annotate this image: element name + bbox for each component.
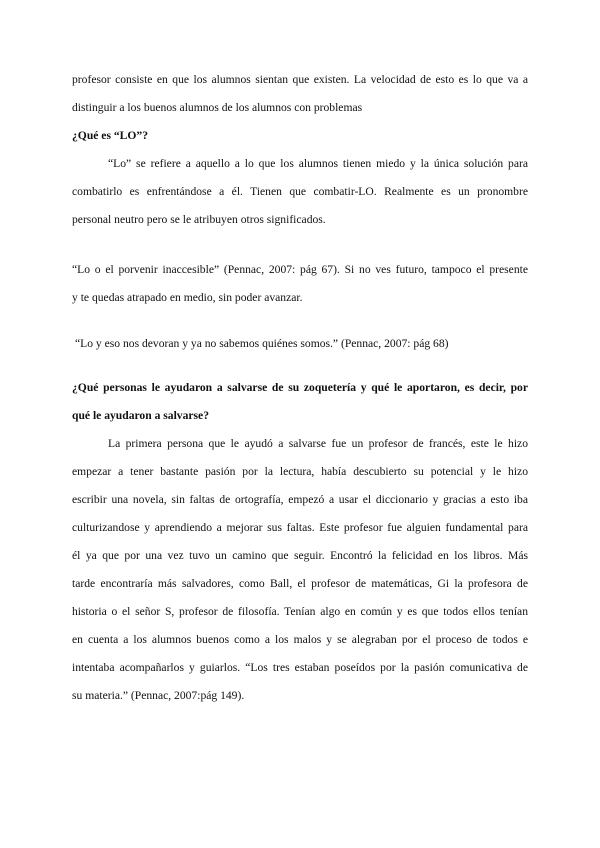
text-line: La primera persona que le ayudó a salvarse fue un profesor de francés, este le hizo: [108, 437, 528, 450]
text-line: culturizandose y aprendiendo a mejorar sus faltas. Este profesor fue alguien fundamental para: [72, 521, 528, 534]
text-line: escribir una novela, sin faltas de ortografía, empezó a usar el diccionario y gracias a esto iba: [72, 493, 528, 506]
quote-paragraph-1: [72, 256, 528, 312]
text-line: profesor consiste en que los alumnos sientan que existen. La velocidad de esto es lo que va a: [72, 73, 528, 86]
text-line: “Lo o el porvenir inaccesible” (Pennac, 2007: pág 67). Si no ves futuro, tampoco el presente: [72, 263, 528, 276]
document-page: [72, 66, 528, 710]
text-line: “Lo” se refiere a aquello a lo que los alumnos tienen miedo y la única solución para: [108, 157, 528, 170]
heading-que-personas: [72, 374, 528, 430]
lo-paragraph: [72, 150, 528, 234]
text-line: empezar a tener bastante pasión por la lectura, había descubierto su potencial y le hizo: [72, 465, 528, 478]
text-line: distinguir a los buenos alumnos de los alumnos con problemas: [72, 101, 363, 114]
heading-que-es-lo: ¿Qué es “LO”?: [72, 129, 149, 142]
personas-paragraph: [72, 430, 528, 710]
text-line: personal neutro pero se le atribuyen otros significados.: [72, 213, 326, 226]
text-line: historia o el señor S, profesor de filosofía. Tenían algo en común y es que todos ellos tenían: [72, 605, 528, 618]
quote-paragraph-2: “Lo y eso nos devoran y ya no sabemos quiénes somos.” (Pennac, 2007: pág 68): [75, 337, 449, 350]
text-line: tarde encontraría más salvadores, como Ball, el profesor de matemáticas, Gi la profesora de: [72, 577, 528, 590]
text-line: él ya que por una vez tuvo un camino que seguir. Encontró la felicidad en los libros. Más: [72, 549, 528, 562]
text-line: ¿Qué personas le ayudaron a salvarse de su zoquetería y qué le aportaron, es decir, por: [72, 381, 528, 394]
text-line: intentaba acompañarlos y guiarlos. “Los tres estaban poseídos por la pasión comunicativa de: [72, 661, 528, 674]
text-line: combatirlo es enfrentándose a él. Tienen que combatir-LO. Realmente es un pronombre: [72, 185, 528, 198]
text-line: y te quedas atrapado en medio, sin poder avanzar.: [72, 291, 303, 304]
text-line: en cuenta a los alumnos buenos como a los malos y se alegraban por el proceso de todos e: [72, 633, 528, 646]
intro-paragraph: [72, 66, 528, 122]
text-line: su materia.” (Pennac, 2007:pág 149).: [72, 689, 245, 702]
text-line: qué le ayudaron a salvarse?: [72, 409, 209, 422]
